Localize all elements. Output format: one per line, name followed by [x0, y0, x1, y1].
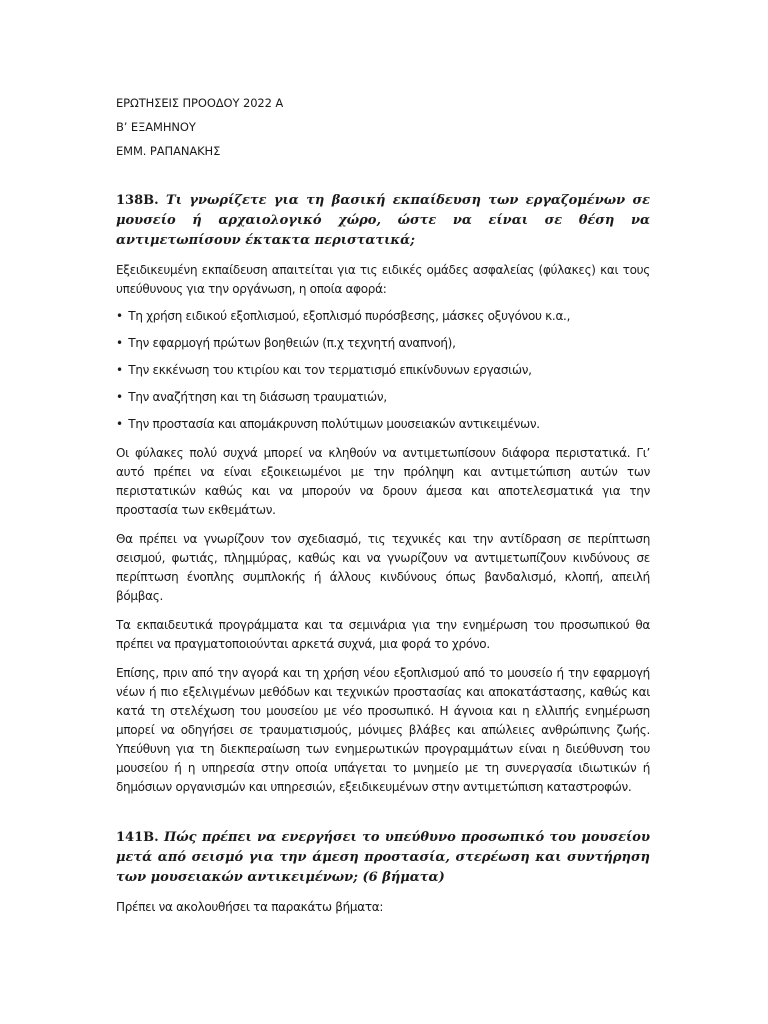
list-item: • Την αναζήτηση και τη διάσωση τραυματιών, [116, 390, 387, 404]
header-author: ΕΜΜ. ΡΑΠΑΝΑΚΗΣ [116, 144, 221, 158]
bullet-glyph: • [116, 363, 123, 377]
bullet-glyph: • [116, 336, 123, 350]
list-item: • Τη χρήση ειδικού εξοπλισμού, εξοπλισμό πυρόσβεσης, μάσκες οξυγόνου κ.α., [116, 309, 571, 323]
list-item: • Την εφαρμογή πρώτων βοηθειών (π.χ τεχνητή αναπνοή), [116, 336, 456, 350]
header-semester: Β’ ΕΞΑΜΗΝΟΥ [116, 120, 196, 134]
header-title: ΕΡΩΤΗΣΕΙΣ ΠΡΟΟΔΟΥ 2022 Α [116, 96, 284, 110]
list-item: • Την εκκένωση του κτιρίου και τον τερματισμό επικίνδυνων εργασιών, [116, 363, 532, 377]
question-138b-number: 138Β. [116, 193, 159, 208]
question-141b-text: Πώς πρέπει να ενεργήσει το υπεύθυνο προσωπικό του μουσείου μετά από σεισμό για την άμεση προστασία, στερέωση και συντήρηση των μουσειακών αντικειμένων; (6 βήματα) [116, 830, 650, 885]
answer-138b-paragraph: Οι φύλακες πολύ συχνά μπορεί να κληθούν να αντιμετωπίσουν διάφορα περιστατικά. Γι’ αυτό πρέπει να είναι εξοικειωμένοι με την πρόληψη και αντιμετώπιση αυτών των περιστατικών καθώς και να μπορούν να δρουν άμεσα και αποτελεσματικά για την προστασία των εκθεμάτων. [116, 446, 650, 517]
list-item: • Την προστασία και απομάκρυνση πολύτιμων μουσειακών αντικειμένων. [116, 417, 540, 431]
question-141b-number: 141Β. [116, 830, 159, 845]
bullet-glyph: • [116, 309, 123, 323]
bullet-glyph: • [116, 417, 123, 431]
answer-138b-paragraph: Τα εκπαιδευτικά προγράμματα και τα σεμινάρια για την ενημέρωση του προσωπικού θα πρέπει να πραγματοποιούνται αρκετά συχνά, μια φορά το χρόνο. [116, 618, 650, 651]
question-138b-text: Τι γνωρίζετε για τη βασική εκπαίδευση των εργαζομένων σε μουσείο ή αρχαιολογικό χώρο, ώστε να είναι σε θέση να αντιμετωπίσουν έκτακτα περιστατικά; [116, 193, 650, 248]
bullet-glyph: • [116, 390, 123, 404]
answer-138b-paragraph: Επίσης, πριν από την αγορά και τη χρήση νέου εξοπλισμού από το μουσείο ή την εφαρμογή νέων ή πιο εξελιγμένων μεθόδων και τεχνικών προστασίας και αποκατάστασης, καθώς και κατά τη στελέχωση του μουσείου με νέο προσωπικό. Η άγνοια και η ελλιπής ενημέρωση μπορεί να οδηγήσει σε τραυματισμούς, μόνιμες βλάβες και απώλειες ανθρώπινης ζωής. Υπεύθυνη για τη διεκπεραίωση των ενημερωτικών προγραμμάτων είναι η διεύθυνση του μουσείου ή η υπηρεσία στην οποία υπάγεται το μνημείο με τη συνεργασία ιδιωτικών ή δημόσιων οργανισμών και υπηρεσιών, εξειδικευμένων στην αντιμετώπιση καταστροφών. [116, 666, 650, 794]
question-138b [116, 191, 650, 251]
answer-141b-intro: Πρέπει να ακολουθήσει τα παρακάτω βήματα: [116, 900, 384, 914]
question-141b [116, 828, 650, 888]
answer-138b-intro: Εξειδικευμένη εκπαίδευση απαιτείται για τις ειδικές ομάδες ασφαλείας (φύλακες) και τους υπεύθυνους για την οργάνωση, η οποία αφορά: [116, 263, 650, 296]
answer-138b-paragraph: Θα πρέπει να γνωρίζουν τον σχεδιασμό, τις τεχνικές και την αντίδραση σε περίπτωση σεισμού, φωτιάς, πλημμύρας, καθώς και να γνωρίζουν να αντιμετωπίζουν κινδύνους σε περίπτωση ένοπλης συμπλοκής ή άλλους κινδύνους όπως βανδαλισμό, κλοπή, απειλή βόμβας. [116, 532, 650, 603]
answer-138b-bullet-list [116, 307, 650, 434]
